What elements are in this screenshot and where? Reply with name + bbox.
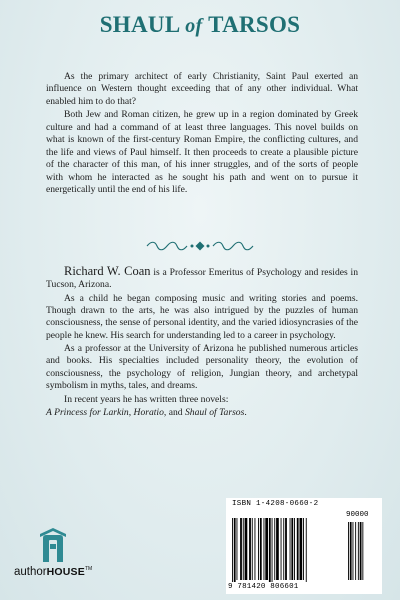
price-code: 90000 [346, 511, 369, 519]
bio-paragraph: In recent years he has written three novels: [64, 393, 229, 405]
barcode-number: 9 781420 806601 [228, 583, 299, 591]
scroll-ornament-icon [0, 240, 400, 252]
title-shaul: SHAUL [99, 12, 186, 37]
synopsis-paragraph: Both Jew and Roman citizen, he grew up in a region dominated by Greek culture and had a command of at least three languages. This novel builds on what is known of the first-century Roman Empire, the conflicting cultures, and the life and views of Paul himself. It then proceeds to create a plausible picture of the character of this man, of his inner struggles, and of the sorts of people with whom he interacted as he sought his path and went on to pursue it energetically until the end of his life. [46, 109, 358, 196]
isbn-text: ISBN 1-4208-0660-2 [232, 500, 319, 508]
publisher-logo-text [14, 566, 92, 578]
book-title [0, 12, 400, 38]
logo-tm: TM [84, 566, 93, 572]
separator: , [128, 407, 134, 419]
title-of: of [185, 15, 203, 37]
logo-author: author [14, 566, 47, 578]
authorhouse-logo-icon [23, 528, 101, 588]
title-tarsos: TARSOS [202, 12, 301, 37]
novel-title: A Princess for Larkin [46, 407, 129, 419]
bio-paragraph: As a professor at the University of Arizona he published numerous articles and books. His specialties included personality theory, the evolution of consciousness, the psychology of religion, Jungian theory, and archetypal symbolism in myths, tales, and dreams. [46, 343, 358, 391]
separator: , and [163, 407, 185, 419]
barcode-icon [230, 510, 380, 582]
bio-paragraph: As a child he began composing music and writing stories and poems. Though drawn to the arts, he was also intrigued by the puzzles of human consciousness, the sense of personal identity, and the varied idiosyncrasies of the people he knew. His search for understanding led to a career in psychology. [46, 292, 358, 341]
novel-list [46, 407, 358, 419]
bio-intro [46, 265, 358, 291]
synopsis-paragraph: As the primary architect of early Christianity, Saint Paul exerted an influence on Western thought exceeding that of any other individual. What enabled him to do that? [46, 71, 358, 107]
novel-title: Shaul of Tarsos [184, 407, 245, 419]
author-bio [46, 265, 358, 419]
novel-title: Horatio [133, 407, 164, 419]
bio-intro-text: is a Professor Emeritus of Psychology and resides in Tucson, Arizona. [46, 267, 358, 291]
separator: . [244, 407, 247, 419]
logo-house: HOUSE [46, 566, 85, 578]
author-name: Richard W. Coan [64, 264, 151, 278]
synopsis [46, 71, 358, 197]
